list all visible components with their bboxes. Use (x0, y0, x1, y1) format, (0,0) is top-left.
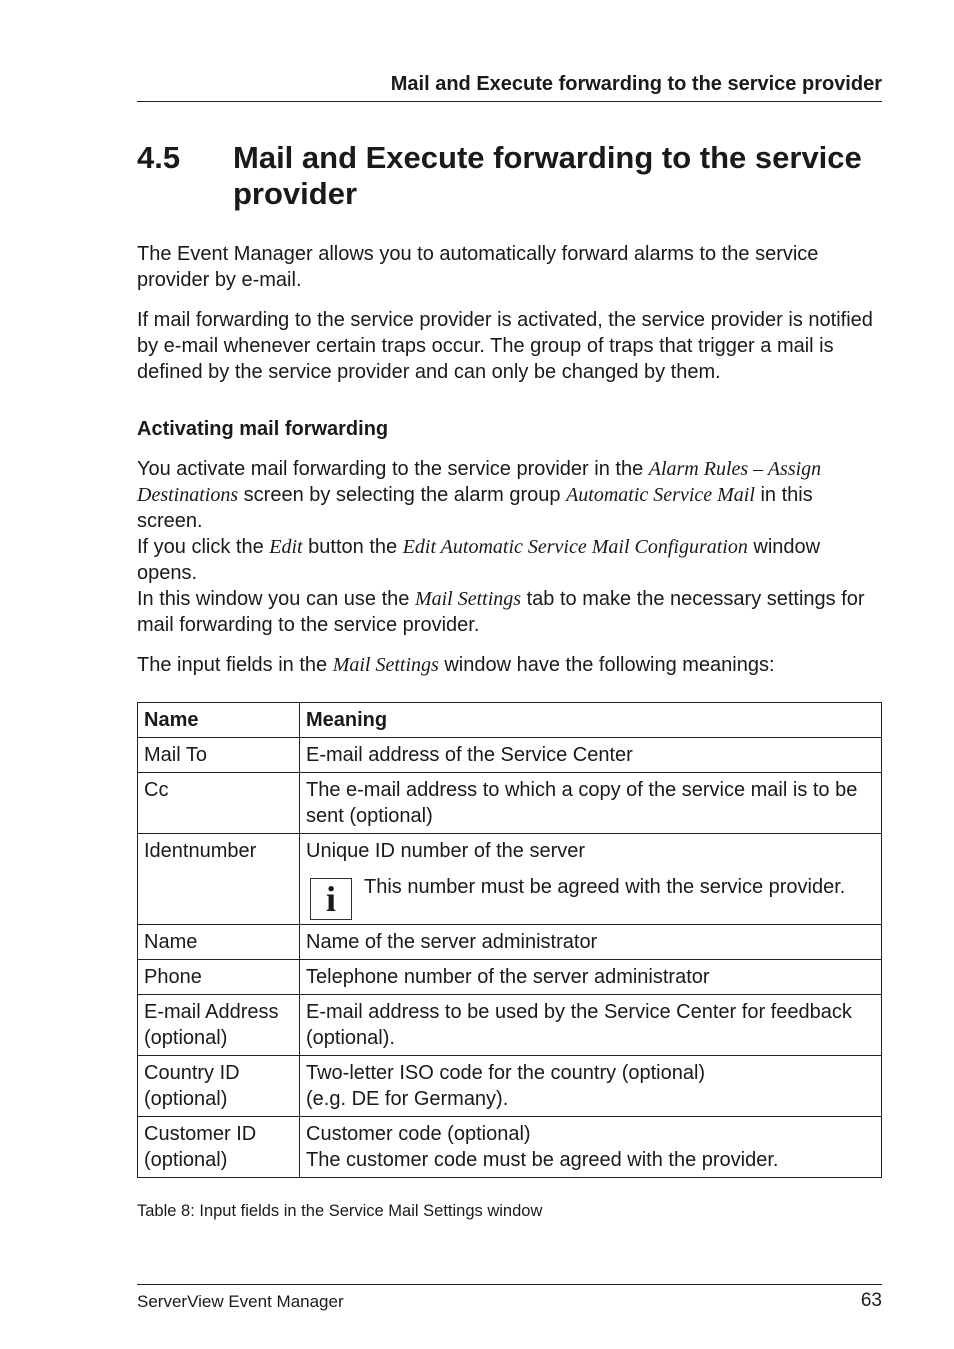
page-number: 63 (860, 1290, 882, 1311)
field-name: Phone (138, 960, 300, 995)
field-meaning-line2: The customer code must be agreed with the provider. (306, 1149, 779, 1171)
table-row (138, 1056, 882, 1117)
table-intro-paragraph (137, 652, 882, 678)
ui-term-alarm-rules: Alarm Rules – Assign Destinations (137, 458, 822, 506)
field-meaning-cell (300, 834, 882, 925)
mail-forwarding-paragraph: If mail forwarding to the service provider is activated, the service provider is notified by e-mail whenever certain traps occur. The group of traps that trigger a mail is defined by the service provider and can only be changed by them. (137, 309, 873, 383)
field-meaning: The e-mail address to which a copy of the service mail is to be sent (optional) (300, 773, 882, 834)
field-meaning-cell (300, 1117, 882, 1178)
info-icon-glyph: i (325, 879, 336, 919)
subheading-activating-mail-forwarding: Activating mail forwarding (137, 418, 389, 440)
field-meaning: Customer code (optional) (306, 1123, 531, 1145)
field-meaning: Unique ID number of the server (306, 840, 586, 862)
column-header-name: Name (138, 703, 300, 738)
field-name: Name (138, 925, 300, 960)
field-name: E-mail Address (optional) (138, 995, 300, 1056)
ui-term-mail-settings: Mail Settings (414, 588, 522, 610)
text-run: screen by selecting the alarm group (238, 484, 567, 506)
text-run: window have the following meanings: (438, 654, 775, 676)
footer-manual-title: ServerView Event Manager (137, 1292, 344, 1311)
section-number: 4.5 (137, 140, 181, 175)
text-run: You activate mail forwarding to the service provider in the (137, 458, 649, 480)
text-run: If you click the (137, 536, 270, 558)
field-meaning: E-mail address of the Service Center (300, 738, 882, 773)
footer-divider (137, 1284, 882, 1285)
text-run: The input fields in the (137, 654, 333, 676)
field-name: Country ID (optional) (138, 1056, 300, 1117)
field-name: Identnumber (138, 834, 300, 925)
field-meaning-cell (300, 1056, 882, 1117)
field-meaning: Telephone number of the server administrator (300, 960, 882, 995)
input-fields-table (137, 702, 882, 1178)
section-title: Mail and Execute forwarding to the service provider (233, 140, 862, 211)
field-name: Cc (138, 773, 300, 834)
intro-paragraph: The Event Manager allows you to automatically forward alarms to the service provider by e-mail. (137, 243, 819, 291)
field-meaning: Name of the server administrator (300, 925, 882, 960)
activation-paragraph (137, 456, 882, 638)
table-row (138, 925, 882, 960)
ui-term-edit: Edit (269, 536, 303, 558)
table-row (138, 834, 882, 925)
field-meaning: E-mail address to be used by the Service Center for feedback (optional). (300, 995, 882, 1056)
table-row (138, 738, 882, 773)
field-name: Customer ID (optional) (138, 1117, 300, 1178)
info-icon (306, 876, 350, 920)
table-caption: Table 8: Input fields in the Service Mail Settings window (137, 1202, 543, 1220)
info-note (306, 874, 875, 920)
text-run: tab to make the necessary settings for mail forwarding to the service provider. (137, 588, 865, 636)
table-row (138, 995, 882, 1056)
text-run: window opens. (137, 536, 821, 584)
text-run: In this window you can use the (137, 588, 415, 610)
header-divider (137, 101, 882, 102)
info-note-text: This number must be agreed with the service provider. (364, 876, 846, 898)
table-row (138, 960, 882, 995)
column-header-meaning: Meaning (300, 703, 882, 738)
ui-term-automatic-service-mail: Automatic Service Mail (566, 484, 755, 506)
field-meaning: Two-letter ISO code for the country (optional) (306, 1062, 706, 1084)
ui-term-edit-config-window: Edit Automatic Service Mail Configuration (402, 536, 748, 558)
text-run: in this screen. (137, 484, 813, 532)
table-header-row (138, 703, 882, 738)
table-row (138, 773, 882, 834)
ui-term-mail-settings: Mail Settings (332, 654, 439, 676)
field-meaning-line2: (e.g. DE for Germany). (306, 1088, 509, 1110)
field-name: Mail To (138, 738, 300, 773)
running-header: Mail and Execute forwarding to the service provider (390, 73, 882, 95)
table-row (138, 1117, 882, 1178)
text-run: button the (302, 536, 403, 558)
